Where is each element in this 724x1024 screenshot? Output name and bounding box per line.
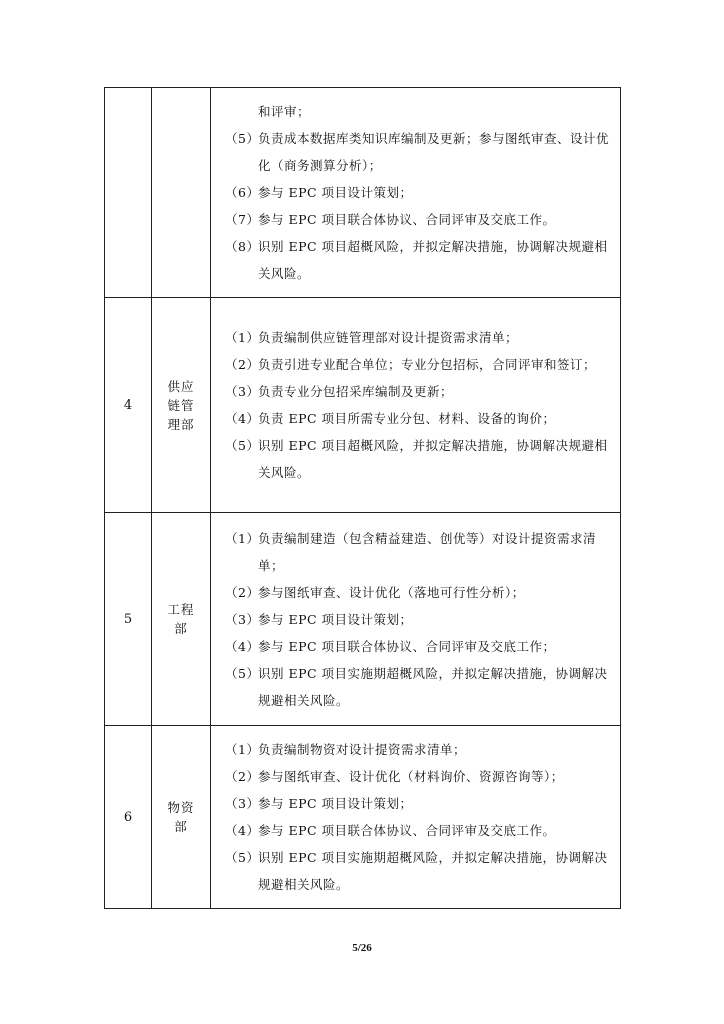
item-number: （1） bbox=[225, 742, 260, 757]
responsibility-cell bbox=[211, 298, 621, 513]
table-row bbox=[105, 298, 621, 513]
item-number: （5） bbox=[225, 438, 260, 453]
item-number: （3） bbox=[225, 384, 260, 399]
item-text: 负责专业分包招采库编制及更新； bbox=[258, 384, 454, 399]
item-text: 负责引进专业配合单位；专业分包招标，合同评审和签订； bbox=[258, 357, 597, 372]
item-number: （5） bbox=[225, 665, 260, 681]
item-number: （2） bbox=[225, 584, 260, 600]
item-text: 和评审； bbox=[258, 104, 311, 119]
table-row bbox=[105, 88, 621, 298]
list-item bbox=[225, 405, 620, 432]
row-number bbox=[105, 88, 152, 298]
item-text: 识别 EPC 项目实施期超概风险，并拟定解决措施，协调解决规避相关风险。 bbox=[258, 850, 608, 892]
item-text: 识别 EPC 项目超概风险，并拟定解决措施，协调解决规避相关风险。 bbox=[258, 239, 608, 281]
responsibility-table bbox=[104, 87, 621, 909]
item-number: （5） bbox=[225, 850, 260, 865]
row-number: 5 bbox=[105, 513, 152, 726]
item-text: 参与 EPC 项目联合体协议、合同评审及交底工作。 bbox=[258, 212, 556, 227]
item-text: 负责成本数据库类知识库编制及更新；参与图纸审查、设计优化（商务测算分析）； bbox=[258, 131, 610, 173]
item-number: （7） bbox=[225, 212, 260, 227]
list-item bbox=[225, 324, 620, 351]
list-item bbox=[225, 179, 620, 206]
item-text: 参与 EPC 项目设计策划； bbox=[258, 796, 413, 811]
row-number: 4 bbox=[105, 298, 152, 513]
list-item bbox=[225, 660, 620, 714]
item-number: （2） bbox=[225, 357, 260, 372]
item-number: （3） bbox=[225, 796, 260, 811]
item-text: 参与 EPC 项目联合体协议、合同评审及交底工作。 bbox=[258, 823, 556, 838]
list-item bbox=[225, 579, 620, 606]
item-number bbox=[225, 98, 258, 125]
item-text: 负责编制建造（包含精益建造、创优等）对设计提资需求清单； bbox=[258, 530, 597, 573]
list-item bbox=[225, 763, 620, 790]
responsibility-cell bbox=[211, 513, 621, 726]
item-number: （8） bbox=[225, 239, 260, 254]
list-item bbox=[225, 736, 620, 763]
department-label: 物资部 bbox=[167, 800, 195, 834]
list-item bbox=[225, 606, 620, 633]
item-number: （5） bbox=[225, 131, 260, 146]
list-item bbox=[225, 206, 620, 233]
item-number: （4） bbox=[225, 411, 260, 426]
item-number: （1） bbox=[225, 530, 260, 546]
item-text: 参与 EPC 项目设计策划； bbox=[258, 611, 413, 627]
table-row bbox=[105, 513, 621, 726]
list-item bbox=[225, 98, 620, 125]
department-label: 工程部 bbox=[167, 602, 195, 636]
item-text: 参与图纸审查、设计优化（材料询价、资源咨询等）； bbox=[258, 769, 564, 784]
list-item bbox=[225, 844, 620, 898]
department-name bbox=[152, 88, 211, 298]
department-label: 供应链管理部 bbox=[167, 378, 195, 432]
item-number: （2） bbox=[225, 769, 260, 784]
item-text: 识别 EPC 项目超概风险，并拟定解决措施，协调解决规避相关风险。 bbox=[258, 438, 608, 480]
list-item bbox=[225, 233, 620, 287]
item-number: （1） bbox=[225, 330, 260, 345]
list-item bbox=[225, 817, 620, 844]
department-name bbox=[152, 513, 211, 726]
department-name bbox=[152, 726, 211, 909]
item-number: （4） bbox=[225, 823, 260, 838]
list-item bbox=[225, 351, 620, 378]
item-number: （3） bbox=[225, 611, 260, 627]
list-item bbox=[225, 633, 620, 660]
item-number: （4） bbox=[225, 638, 260, 654]
item-text: 参与 EPC 项目联合体协议、合同评审及交底工作； bbox=[258, 638, 556, 654]
item-text: 负责 EPC 项目所需专业分包、材料、设备的询价； bbox=[258, 411, 556, 426]
list-item bbox=[225, 432, 620, 486]
table-row bbox=[105, 726, 621, 909]
list-item bbox=[225, 790, 620, 817]
item-text: 识别 EPC 项目实施期超概风险，并拟定解决措施，协调解决规避相关风险。 bbox=[258, 665, 608, 708]
item-text: 参与图纸审查、设计优化（落地可行性分析）； bbox=[258, 584, 525, 600]
list-item bbox=[225, 378, 620, 405]
item-text: 负责编制供应链管理部对设计提资需求清单； bbox=[258, 330, 519, 345]
page-number: 5/26 bbox=[352, 942, 372, 954]
department-name bbox=[152, 298, 211, 513]
list-item bbox=[225, 525, 620, 579]
responsibility-cell bbox=[211, 88, 621, 298]
responsibility-cell bbox=[211, 726, 621, 909]
row-number: 6 bbox=[105, 726, 152, 909]
item-text: 参与 EPC 项目设计策划； bbox=[258, 185, 413, 200]
list-item bbox=[225, 125, 620, 179]
item-number: （6） bbox=[225, 185, 260, 200]
item-text: 负责编制物资对设计提资需求清单； bbox=[258, 742, 467, 757]
